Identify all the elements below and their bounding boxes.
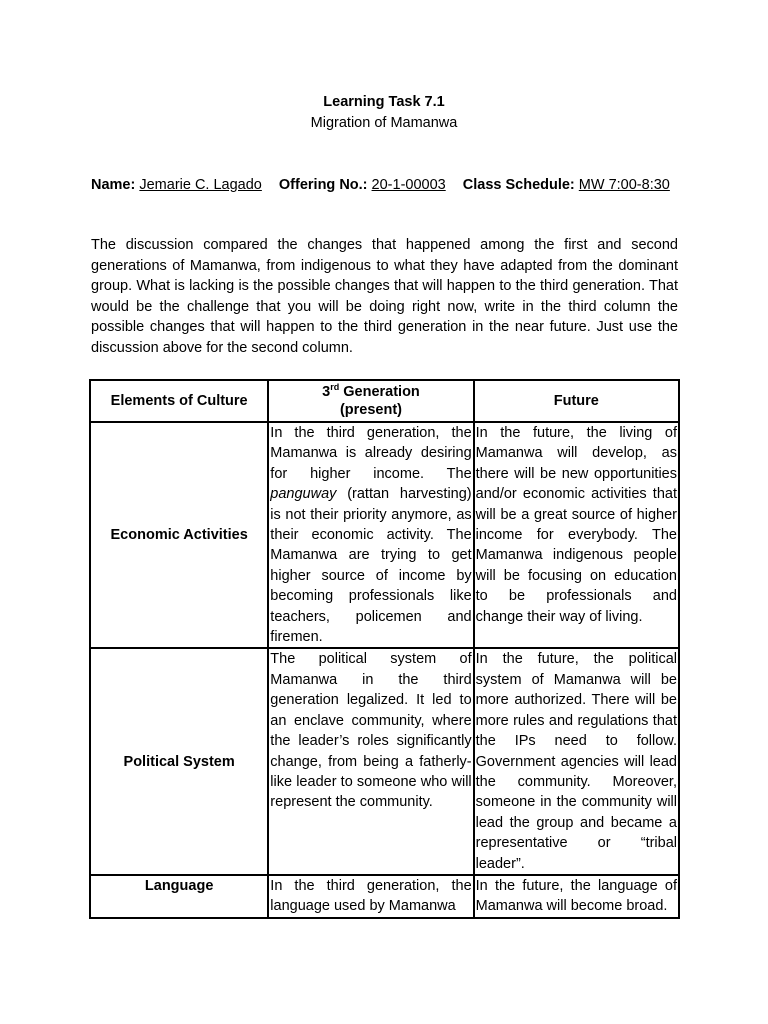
present-text-italic: panguway bbox=[270, 486, 337, 503]
header-gen-word: Generation bbox=[339, 384, 420, 400]
header-gen-present: (present) bbox=[339, 402, 402, 418]
row-future-economic: In the future, the living of Mamanwa will develop, as there will be new opportunities and/or economic activities that will be a great source of higher income for everybody. The Mamanwa indigenous people will be focusing on education to be professionals and change their way of living. bbox=[474, 422, 679, 648]
header-gen-suffix: rd bbox=[330, 382, 340, 393]
row-present-political: The political system of Mamanwa in the third generation legalized. It led to an enclave community, where the leader’s roles significantly change, from being a fatherly-like leader to someone who will represent the community. bbox=[268, 648, 473, 874]
document-title: Learning Task 7.1 bbox=[323, 94, 445, 110]
row-future-political: In the future, the political system of Mamanwa will be more authorized. There will be more rules and regulations that the IPs need to follow. Government agencies will lead the community. Moreover, someone in the community will lead the group and became a representative or “tribal leader”. bbox=[474, 648, 679, 874]
student-info bbox=[91, 175, 681, 196]
row-present-language: In the third generation, the language used by Mamanwa bbox=[268, 875, 473, 918]
table-header-row bbox=[90, 380, 679, 422]
table-row bbox=[90, 875, 679, 918]
table-row bbox=[90, 422, 679, 648]
header-gen-number: 3 bbox=[322, 384, 331, 400]
name-value: Jemarie C. Lagado bbox=[139, 177, 262, 193]
header-elements-of-culture: Elements of Culture bbox=[90, 380, 268, 422]
present-text-post: (rattan harvesting) is not their priority anymore, as their economic activity. The Mamanwa are trying to get higher source of income by becoming professionals like teachers, policemen and firemen. bbox=[270, 486, 472, 646]
present-text-pre: In the third generation, the Mamanwa is already desiring for higher income. The bbox=[270, 425, 472, 482]
culture-table-wrapper bbox=[89, 379, 680, 921]
row-present-economic bbox=[268, 422, 473, 648]
offering-label: Offering No.: bbox=[278, 177, 368, 193]
row-element-economic: Economic Activities bbox=[90, 422, 268, 648]
name-label: Name: bbox=[91, 177, 136, 193]
header-third-generation bbox=[268, 380, 473, 422]
table-row bbox=[90, 648, 679, 874]
row-element-political: Political System bbox=[90, 648, 268, 874]
schedule-value: MW 7:00-8:30 bbox=[578, 177, 670, 193]
intro-paragraph: The discussion compared the changes that happened among the first and second generations of Mamanwa, from indigenous to what they have adapted from the dominant group. What is lacking is the possible changes that will happen to the third generation. That would be the challenge that you will be doing right now, write in the third column the possible changes that will happen to the third generation in the near future. Just use the discussion above for the second column. bbox=[91, 237, 678, 356]
row-element-language: Language bbox=[90, 875, 268, 918]
row-future-language: In the future, the language of Mamanwa will become broad. bbox=[474, 875, 679, 918]
document-subtitle: Migration of Mamanwa bbox=[310, 115, 458, 131]
offering-value: 20-1-00003 bbox=[371, 177, 446, 193]
culture-table bbox=[89, 379, 680, 919]
schedule-label: Class Schedule: bbox=[462, 177, 575, 193]
header-future: Future bbox=[474, 380, 679, 422]
